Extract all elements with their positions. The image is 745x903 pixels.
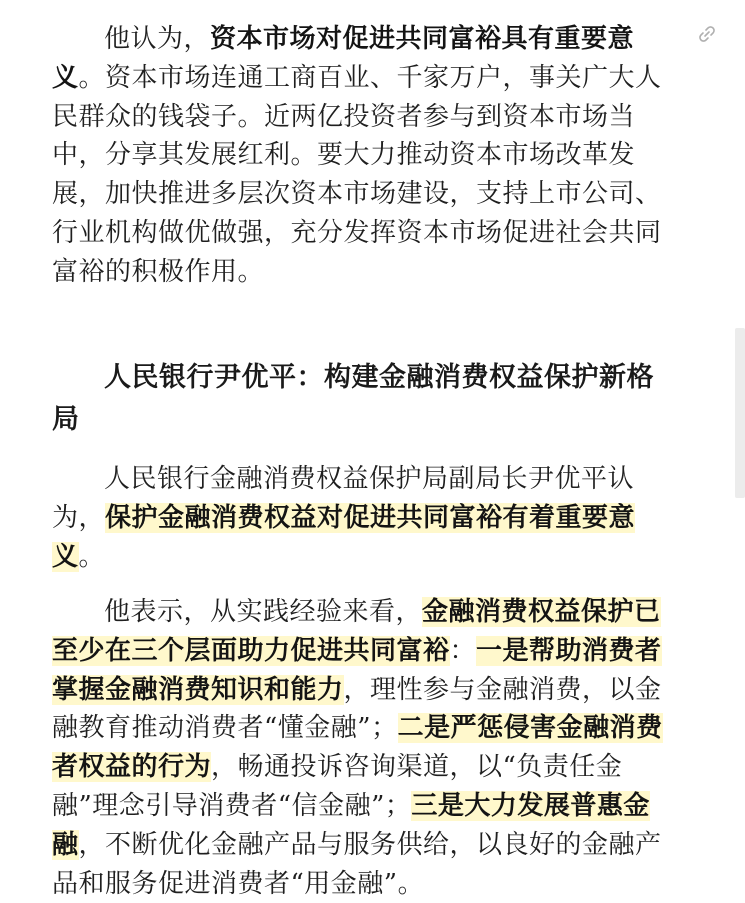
p1-bold: 资本市场对促进共同富裕具有重要意义 xyxy=(52,24,635,93)
p3-highlight-1: 金融消费权益保护已至少在三个层面助力促进共同富裕 xyxy=(52,597,661,666)
p2-highlight: 保护金融消费权益对促进共同富裕有着重要意义 xyxy=(52,502,636,572)
p3-text-2: ： xyxy=(449,635,477,666)
p3-text-1: 他表示，从实践经验来看， xyxy=(104,597,423,627)
p3-text-4: ，畅通投诉咨询渠道，以“负责任金融”理念引导消费者“信金融”； xyxy=(52,752,623,821)
p1-rest: 。资本市场连通工商百业、千家万户，事关广大人民群众的钱袋子。近两亿投资者参与到资本市场当中，分享其发展红利。要大力推动资本市场改革发展，加快推进多层次资本市场建设，支持上市公司、行业机构做优做强，充分发挥资本市场促进社会共同富裕的积极作用。 xyxy=(52,62,662,287)
paragraph-capital-market xyxy=(52,20,676,292)
p2-lead: 人民银行金融消费权益保护局副局长尹优平认为， xyxy=(52,464,635,533)
p3-text-3: ，理性参与金融消费，以金融教育推动消费者“懂金融”； xyxy=(52,674,662,744)
p3-highlight-4: 三是大力发展普惠金融 xyxy=(52,790,650,860)
p3-highlight-3: 二是严惩侵害金融消费者权益的行为 xyxy=(52,713,663,783)
paragraph-three-levels xyxy=(52,593,676,903)
p3-highlight-2: 一是帮助消费者掌握金融消费知识和能力 xyxy=(52,635,662,705)
p3-text-5: ，不断优化金融产品与服务供给，以良好的金融产品和服务促进消费者“用金融”。 xyxy=(52,829,662,899)
link-icon[interactable] xyxy=(697,24,717,44)
p1-lead: 他认为， xyxy=(104,24,211,54)
paragraph-consumer-protection xyxy=(52,460,676,576)
p2-rest: 。 xyxy=(78,541,106,572)
scrollbar[interactable] xyxy=(735,328,745,498)
section-heading: 人民银行尹优平：构建金融消费权益保护新格局 xyxy=(52,362,654,435)
